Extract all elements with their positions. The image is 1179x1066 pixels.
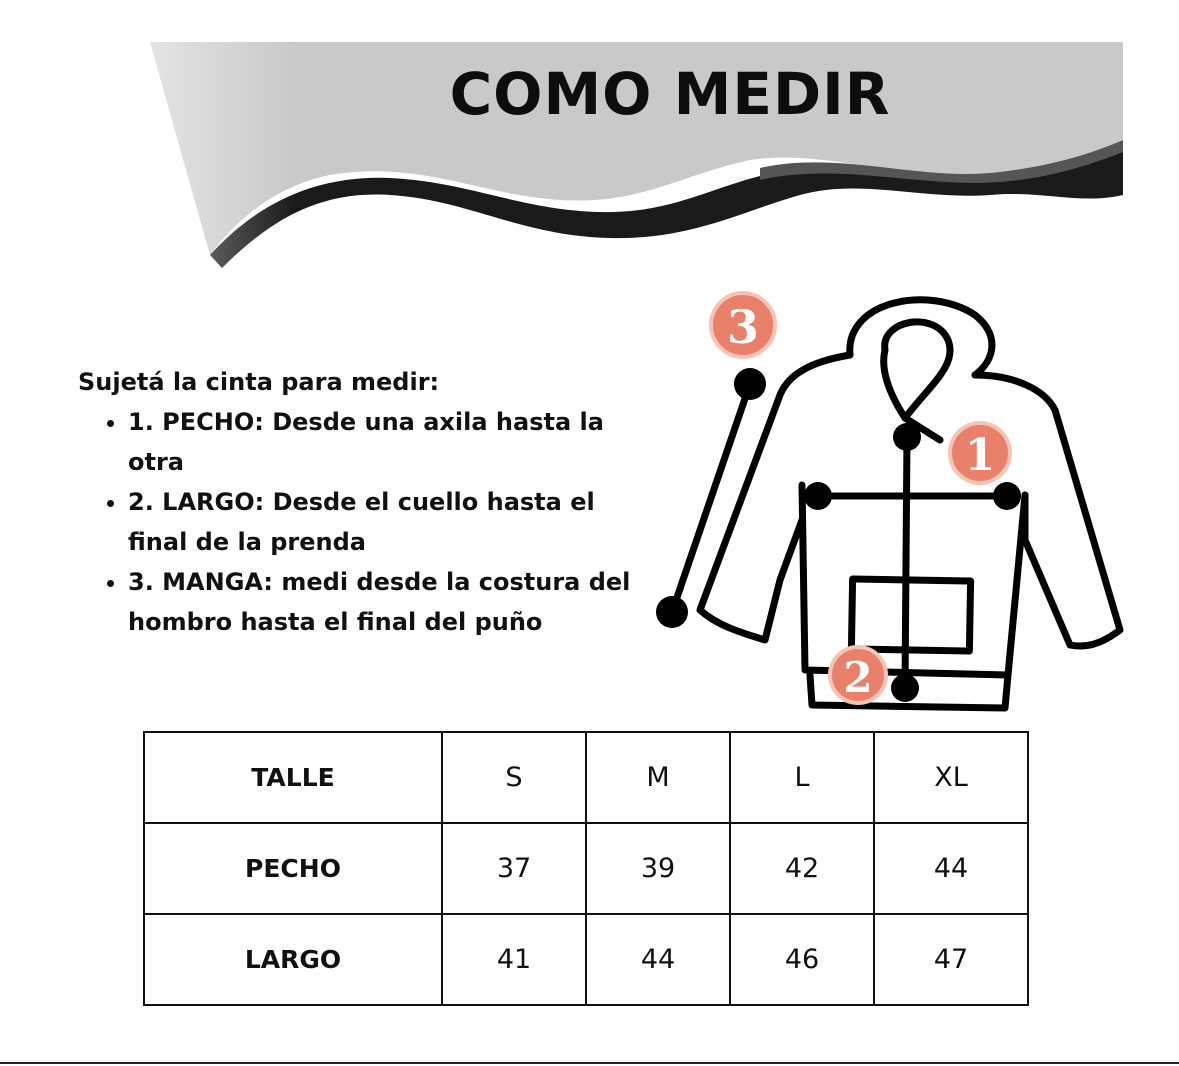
largo-m: 44 bbox=[586, 914, 730, 1005]
instruction-sleeve: • 3. MANGA: medi desde la costura del hombro hasta el final del puño bbox=[128, 562, 638, 642]
pecho-m: 39 bbox=[586, 823, 730, 914]
badge-2-label: 2 bbox=[843, 653, 873, 702]
header-banner bbox=[0, 0, 1179, 300]
hoodie-diagram bbox=[640, 280, 1140, 720]
hood-inner-loop bbox=[884, 322, 950, 418]
table-header-row bbox=[144, 732, 1028, 823]
measure-instructions bbox=[78, 362, 638, 642]
sleeve-dot-top bbox=[734, 368, 766, 400]
measure-lines bbox=[672, 384, 1007, 688]
instructions-intro: Sujetá la cinta para medir: bbox=[78, 368, 440, 396]
largo-l: 46 bbox=[730, 914, 874, 1005]
badge-2-icon bbox=[830, 647, 886, 703]
chest-dot-left bbox=[804, 482, 832, 510]
size-s-header: S bbox=[442, 732, 586, 823]
instruction-length: • 2. LARGO: Desde el cuello hasta el final de la prenda bbox=[128, 482, 638, 562]
pecho-xl: 44 bbox=[874, 823, 1028, 914]
length-line bbox=[905, 437, 907, 688]
table-row bbox=[144, 914, 1028, 1005]
page-title: COMO MEDIR bbox=[449, 60, 891, 128]
largo-label: LARGO bbox=[144, 914, 442, 1005]
hoodie-right-body bbox=[975, 375, 1120, 646]
size-l-header: L bbox=[730, 732, 874, 823]
length-dot-bottom bbox=[891, 674, 919, 702]
instructions-list bbox=[78, 402, 638, 642]
instruction-chest: • 1. PECHO: Desde una axila hasta la otra bbox=[128, 402, 638, 482]
pecho-s: 37 bbox=[442, 823, 586, 914]
largo-xl: 47 bbox=[874, 914, 1028, 1005]
bottom-divider bbox=[0, 1062, 1179, 1064]
hoodie-pocket bbox=[851, 579, 970, 651]
badge-1-label: 1 bbox=[964, 430, 996, 481]
size-m-header: M bbox=[586, 732, 730, 823]
largo-s: 41 bbox=[442, 914, 586, 1005]
talle-header: TALLE bbox=[144, 732, 442, 823]
chest-dot-right bbox=[993, 482, 1021, 510]
table-row bbox=[144, 823, 1028, 914]
sleeve-dot-bottom bbox=[656, 596, 688, 628]
size-xl-header: XL bbox=[874, 732, 1028, 823]
hood-outline bbox=[850, 300, 992, 375]
pecho-l: 42 bbox=[730, 823, 874, 914]
badge-3-label: 3 bbox=[726, 300, 760, 354]
length-dot-top bbox=[893, 423, 921, 451]
pecho-label: PECHO bbox=[144, 823, 442, 914]
badge-1-icon bbox=[950, 423, 1010, 483]
badge-3-icon bbox=[711, 293, 775, 357]
size-table bbox=[143, 731, 1029, 1006]
